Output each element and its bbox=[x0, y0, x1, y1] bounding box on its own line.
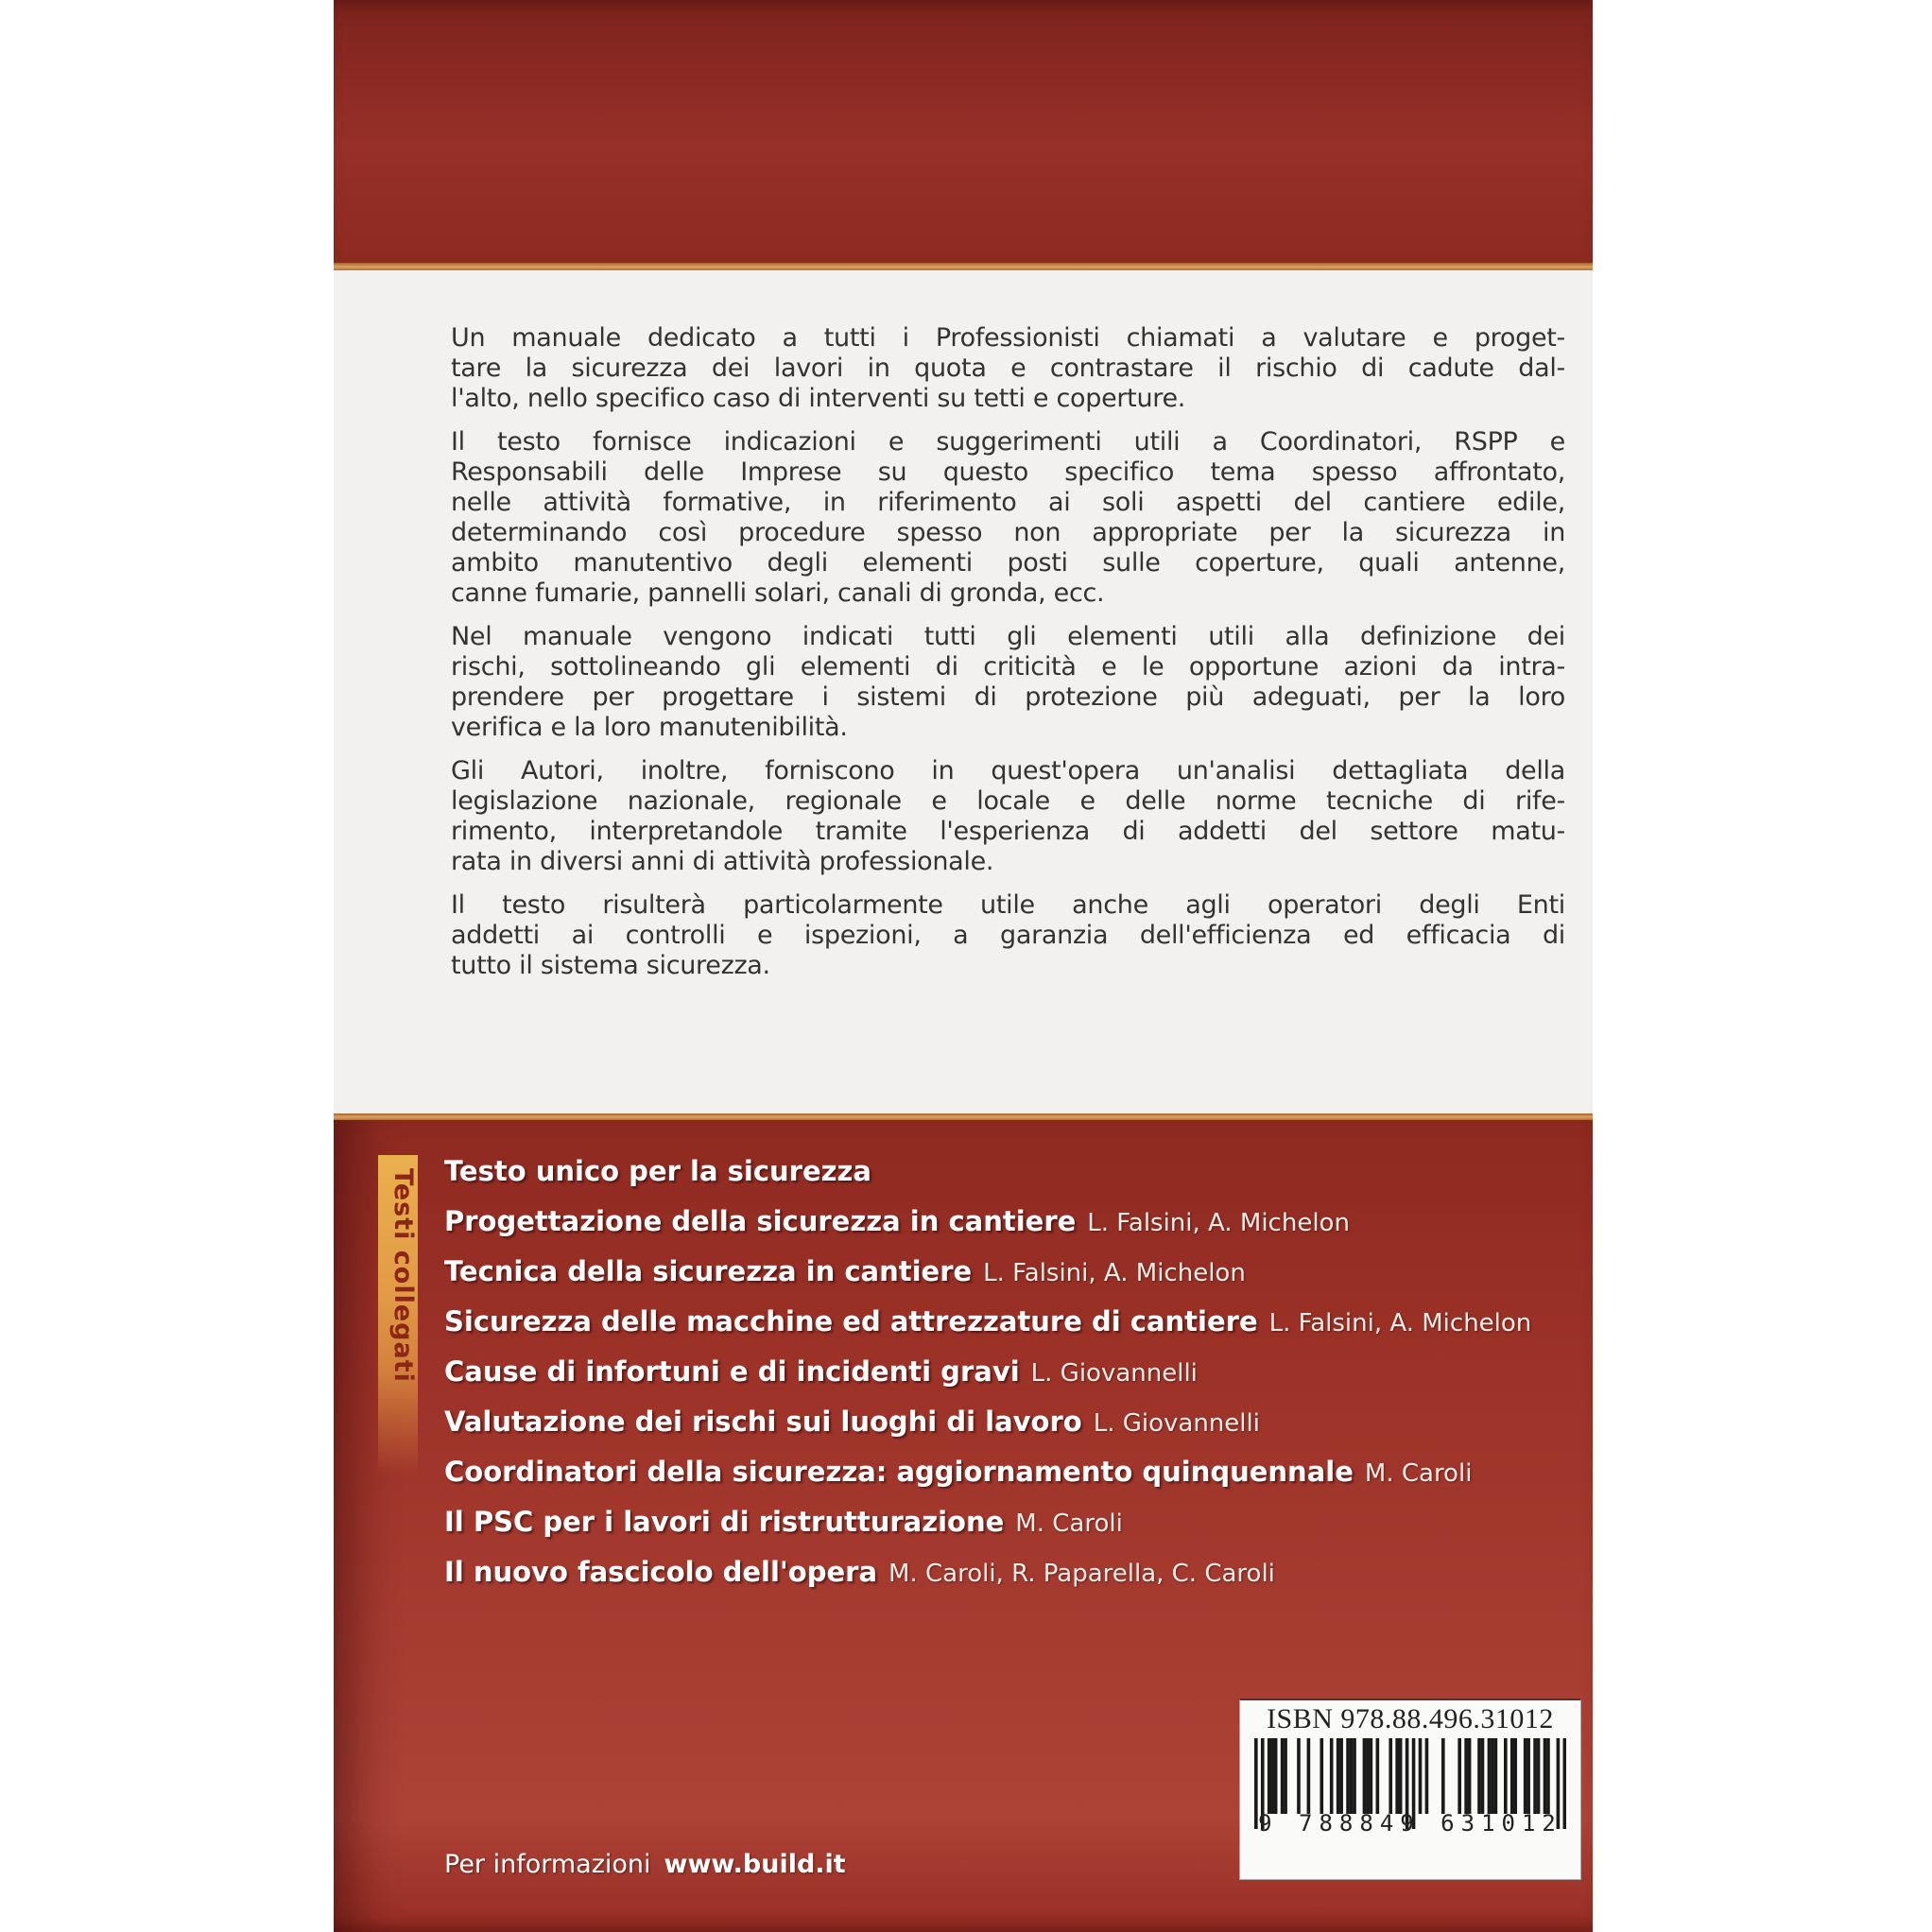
description-paragraph bbox=[451, 890, 1565, 981]
list-item bbox=[444, 1506, 1531, 1540]
related-texts-tab bbox=[378, 1155, 418, 1475]
description-line: Nel manuale vengono indicati tutti gli elementi utili alla definizione dei bbox=[451, 622, 1565, 651]
book-title: Il PSC per i lavori di ristrutturazione bbox=[444, 1506, 1005, 1538]
ean-digits: 9 788849 631012 bbox=[1258, 1810, 1562, 1837]
bottom-red-band bbox=[334, 1120, 1593, 1932]
description-line: tare la sicurezza dei lavori in quota e contrastare il rischio di cadute dal- bbox=[451, 354, 1565, 383]
top-red-band bbox=[334, 0, 1593, 263]
description-line: Il testo fornisce indicazioni e suggerimenti utili a Coordinatori, RSPP e bbox=[451, 427, 1565, 457]
footer-info bbox=[444, 1850, 846, 1879]
info-label: Per informazioni bbox=[444, 1850, 651, 1879]
list-item bbox=[444, 1305, 1532, 1339]
accent-divider-top bbox=[334, 263, 1593, 270]
description-line: rimento, interpretandole tramite l'esperienza di addetti del settore matu- bbox=[451, 817, 1565, 846]
accent-divider-bottom bbox=[334, 1113, 1593, 1120]
list-item bbox=[444, 1205, 1531, 1239]
list-item bbox=[444, 1458, 1531, 1490]
book-authors: L. Falsini, A. Michelon bbox=[1087, 1209, 1350, 1237]
book-authors: L. Falsini, A. Michelon bbox=[983, 1259, 1246, 1287]
book-title: Il nuovo fascicolo dell'opera bbox=[444, 1556, 878, 1588]
book-authors: L. Falsini, A. Michelon bbox=[1268, 1309, 1532, 1337]
description-line: Responsabili delle Imprese su questo specifico tema spesso affrontato, bbox=[451, 457, 1565, 487]
description-line: tutto il sistema sicurezza. bbox=[451, 951, 770, 980]
book-authors: M. Caroli bbox=[1015, 1509, 1123, 1538]
related-texts-tab-label: Testi collegati bbox=[388, 1168, 418, 1383]
book-authors: M. Caroli, R. Paparella, C. Caroli bbox=[888, 1560, 1275, 1588]
list-item bbox=[444, 1155, 1531, 1189]
description-paragraph bbox=[451, 622, 1565, 743]
description-line: Un manuale dedicato a tutti i Professionisti chiamati a valutare e proget- bbox=[451, 323, 1565, 353]
book-back-cover bbox=[334, 0, 1593, 1932]
isbn-barcode-label bbox=[1239, 1699, 1581, 1880]
description-paragraph bbox=[451, 427, 1565, 609]
book-title: Valutazione dei rischi sui luoghi di lavoro bbox=[444, 1406, 1082, 1438]
website-url: www.build.it bbox=[664, 1850, 846, 1879]
description-line: Gli Autori, inoltre, forniscono in quest'opera un'analisi dettagliata della bbox=[451, 756, 1565, 785]
description-line: prendere per progettare i sistemi di protezione più adeguati, per la loro bbox=[451, 682, 1565, 712]
description-text bbox=[451, 323, 1565, 981]
description-line: rata in diversi anni di attività professionale. bbox=[451, 847, 994, 876]
description-line: verifica e la loro manutenibilità. bbox=[451, 713, 848, 742]
description-line: rischi, sottolineando gli elementi di criticità e le opportune azioni da intra- bbox=[451, 652, 1565, 681]
description-line: addetti ai controlli e ispezioni, a garanzia dell'efficienza ed efficacia di bbox=[451, 921, 1565, 950]
book-authors: L. Giovannelli bbox=[1030, 1359, 1198, 1388]
list-item bbox=[444, 1408, 1531, 1440]
book-authors: M. Caroli bbox=[1364, 1459, 1473, 1488]
description-paragraph bbox=[451, 756, 1565, 877]
description-line: determinando così procedure spesso non appropriate per la sicurezza in bbox=[451, 518, 1565, 547]
list-item bbox=[444, 1556, 1531, 1590]
description-line: ambito manutentivo degli elementi posti sulle coperture, quali antenne, bbox=[451, 548, 1565, 578]
book-title: Cause di infortuni e di incidenti gravi bbox=[444, 1355, 1020, 1388]
book-title: Coordinatori della sicurezza: aggiornamento quinquennale bbox=[444, 1456, 1354, 1488]
description-line: canne fumarie, pannelli solari, canali di gronda, ecc. bbox=[451, 578, 1105, 608]
description-line: l'alto, nello specifico caso di interventi su tetti e coperture. bbox=[451, 384, 1186, 413]
description-paragraph bbox=[451, 323, 1565, 414]
list-item bbox=[444, 1255, 1531, 1289]
description-line: Il testo risulterà particolarmente utile anche agli operatori degli Enti bbox=[451, 890, 1565, 920]
list-item bbox=[444, 1355, 1531, 1389]
book-title: Tecnica della sicurezza in cantiere bbox=[444, 1255, 973, 1287]
book-title: Testo unico per la sicurezza bbox=[444, 1155, 871, 1187]
book-title: Sicurezza delle macchine ed attrezzature di cantiere bbox=[444, 1305, 1258, 1337]
book-title: Progettazione della sicurezza in cantiere bbox=[444, 1205, 1077, 1237]
description-panel bbox=[334, 270, 1593, 1113]
isbn-text: ISBN 978.88.496.31012 bbox=[1267, 1703, 1554, 1734]
description-line: nelle attività formative, in riferimento ai soli aspetti del cantiere edile, bbox=[451, 488, 1565, 517]
related-texts-list bbox=[444, 1155, 1532, 1609]
description-line: legislazione nazionale, regionale e locale e delle norme tecniche di rife- bbox=[451, 786, 1565, 816]
book-authors: L. Giovannelli bbox=[1093, 1409, 1260, 1438]
